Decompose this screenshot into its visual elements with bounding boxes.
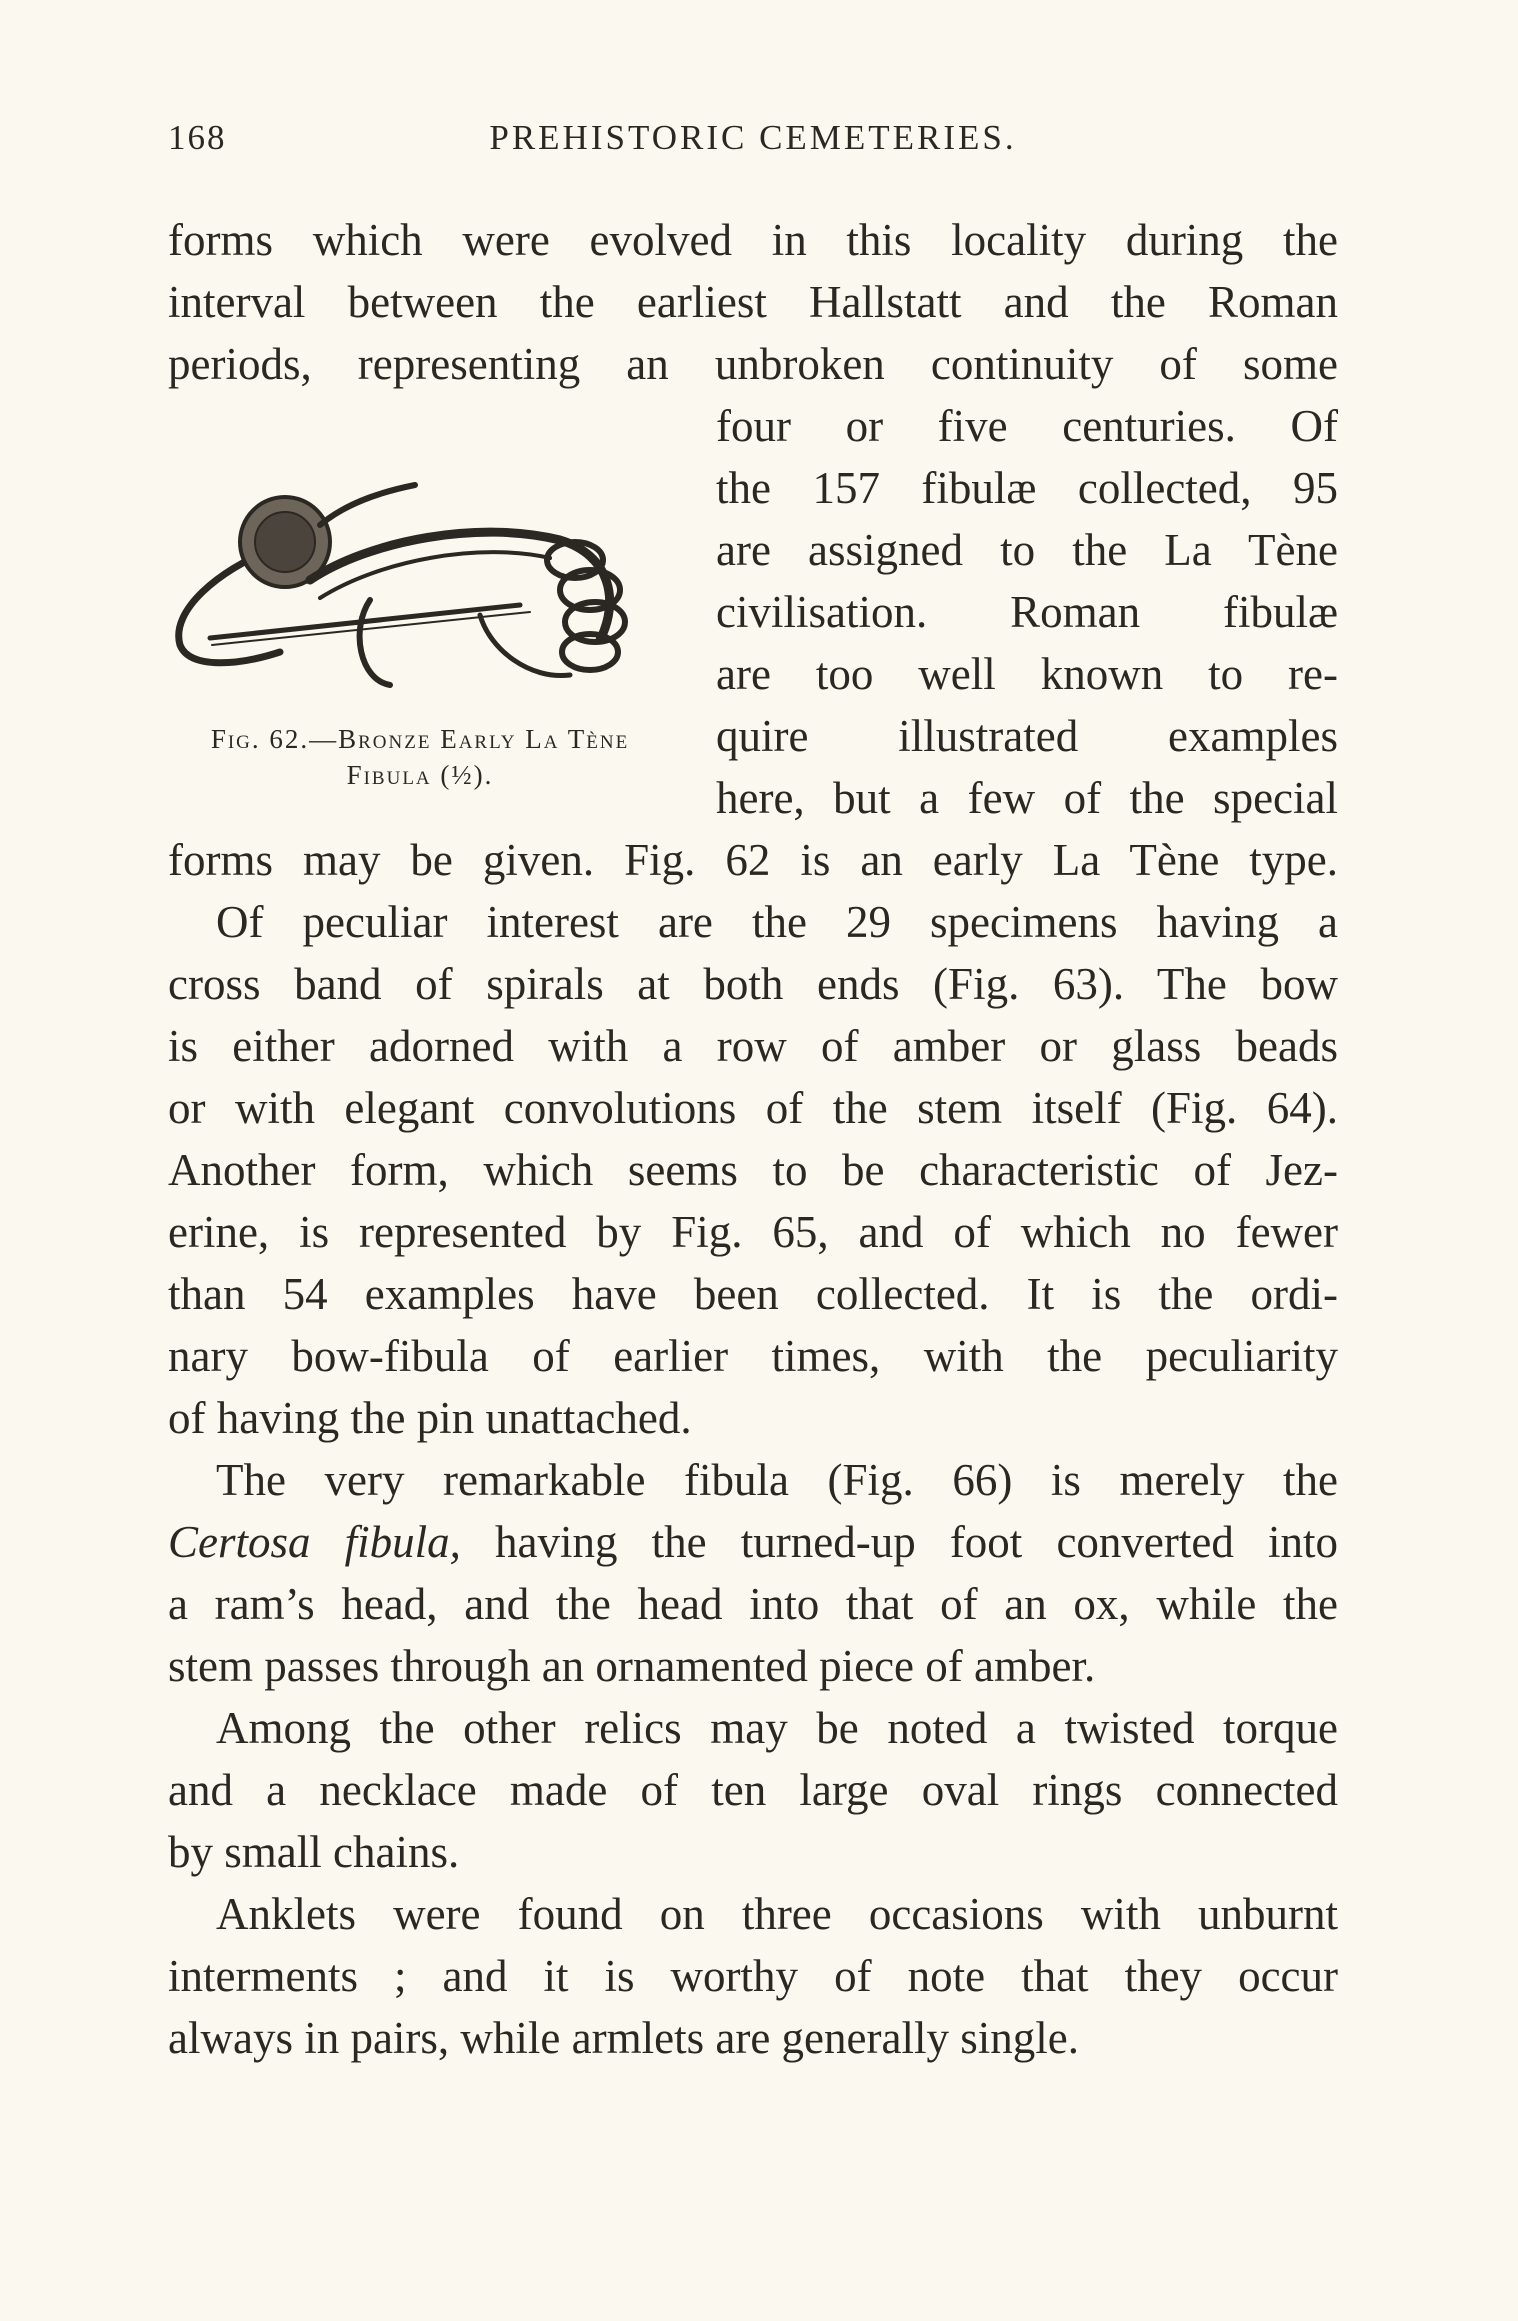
figure-caption [150,758,690,792]
fibula-illustration [150,430,690,720]
text-line: cross band of spirals at both ends (Fig. 63). The bow [168,959,1338,1009]
text-line: interments ; and it is worthy of note that they occur [168,1951,1338,2001]
text-line: Of peculiar interest are the 29 specimens having a [216,897,1338,947]
text-line: always in pairs, while armlets are generally single. [168,2013,1079,2063]
text-line: stem passes through an ornamented piece of amber. [168,1641,1096,1691]
text-line: are assigned to the La Tène [716,525,1338,575]
page-header [168,118,1338,168]
text-line: forms which were evolved in this locality during the [168,215,1338,265]
text-line [168,1513,1338,1571]
caption-line: Fig. 62.—Bronze Early La Tène [210,724,630,754]
text-line: by small chains. [168,1827,460,1877]
text-line: quire illustrated examples [716,711,1338,761]
caption-line: Fibula (½). [346,760,494,790]
text-line: here, but a few of the special [716,773,1338,823]
text-line: the 157 fibulæ collected, 95 [716,463,1338,513]
text-line: are too well known to re- [716,649,1338,699]
text-line: is either adorned with a row of amber or glass beads [168,1021,1338,1071]
emphasis-text: Certosa fibula, [168,1517,461,1567]
text-line: interval between the earliest Hallstatt and the Roman [168,277,1338,327]
text-line: The very remarkable fibula (Fig. 66) is merely the [216,1455,1338,1505]
text-line: a ram’s head, and the head into that of an ox, while the [168,1579,1338,1629]
text-line: forms may be given. Fig. 62 is an early La Tène type. [168,835,1338,885]
fibula-drawing [150,430,690,720]
text-line: civilisation. Roman fibulæ [716,587,1338,637]
text-line: erine, is represented by Fig. 65, and of which no fewer [168,1207,1338,1257]
text-line: of having the pin unattached. [168,1393,692,1443]
text-line: periods, representing an unbroken continuity of some [168,339,1338,389]
text-line: Another form, which seems to be characteristic of Jez- [168,1145,1338,1195]
text-line: and a necklace made of ten large oval rings connected [168,1765,1338,1815]
text-line: nary bow-fibula of earlier times, with the peculiarity [168,1331,1338,1381]
text-line: Among the other relics may be noted a twisted torque [216,1703,1338,1753]
text-line: or with elegant convolutions of the stem itself (Fig. 64). [168,1083,1338,1133]
text-line: than 54 examples have been collected. It is the ordi- [168,1269,1338,1319]
running-title: PREHISTORIC CEMETERIES. [489,118,1017,157]
page-number: 168 [168,118,227,157]
figure-caption [150,722,690,756]
text-line: four or five centuries. Of [716,401,1338,451]
text-line: Anklets were found on three occasions with unburnt [216,1889,1338,1939]
text-span: having the turned-up foot converted into [460,1517,1338,1567]
